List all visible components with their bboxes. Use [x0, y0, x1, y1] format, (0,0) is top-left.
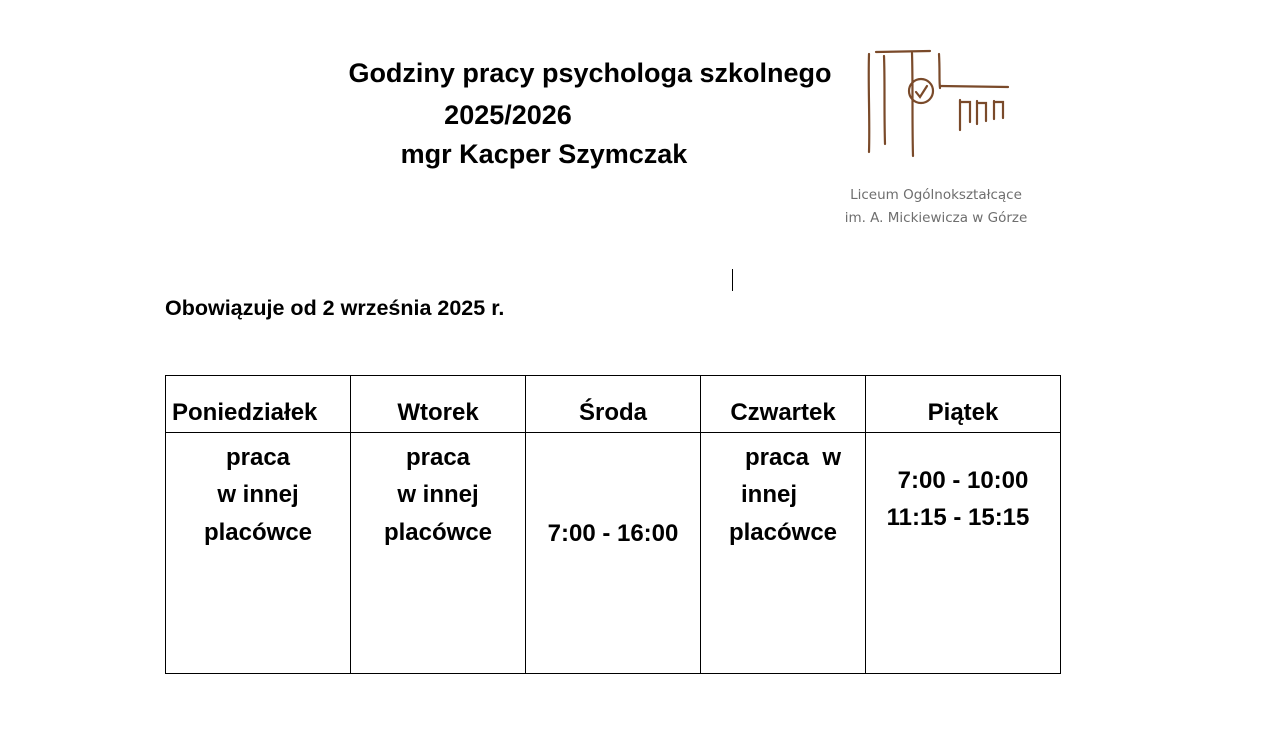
hours-line: placówce — [728, 519, 838, 546]
logo-school-patron: im. A. Mickiewicza w Górze — [844, 210, 1028, 226]
hours-line: 7:00 - 10:00 — [897, 467, 1029, 494]
hours-line: praca w — [744, 444, 842, 471]
logo-school-name: Liceum Ogólnokształcące — [850, 187, 1022, 203]
header-tuesday: Wtorek — [351, 376, 526, 433]
hours-line: praca — [225, 444, 291, 471]
hours-line: placówce — [203, 519, 313, 546]
hours-line: 11:15 - 15:15 — [886, 504, 1030, 531]
header-wednesday: Środa — [526, 376, 701, 433]
schedule-table — [165, 375, 1061, 674]
hours-line: w innej — [397, 481, 479, 508]
header-friday: Piątek — [866, 376, 1061, 433]
school-logo — [840, 40, 1040, 235]
table-row — [166, 433, 1061, 674]
school-year: 2025/2026 — [444, 100, 572, 130]
tuesday-hours — [351, 433, 526, 674]
header-thursday: Czwartek — [701, 376, 866, 433]
psychologist-name: mgr Kacper Szymczak — [400, 139, 688, 169]
hours-line: 7:00 - 16:00 — [547, 520, 679, 547]
monday-hours — [166, 433, 351, 674]
wednesday-hours — [526, 433, 701, 674]
page-title: Godziny pracy psychologa szkolnego — [348, 58, 832, 88]
friday-hours — [866, 433, 1061, 674]
text-cursor — [732, 269, 733, 291]
hours-line: praca — [405, 444, 471, 471]
effective-date: Obowiązuje od 2 września 2025 r. — [165, 296, 505, 320]
school-building-icon — [860, 40, 1030, 160]
thursday-hours — [701, 433, 866, 674]
hours-line: innej — [740, 481, 797, 508]
table-header-row — [166, 376, 1061, 433]
header-monday: Poniedziałek — [166, 376, 351, 433]
hours-line: placówce — [383, 519, 493, 546]
hours-line: w innej — [217, 481, 299, 508]
